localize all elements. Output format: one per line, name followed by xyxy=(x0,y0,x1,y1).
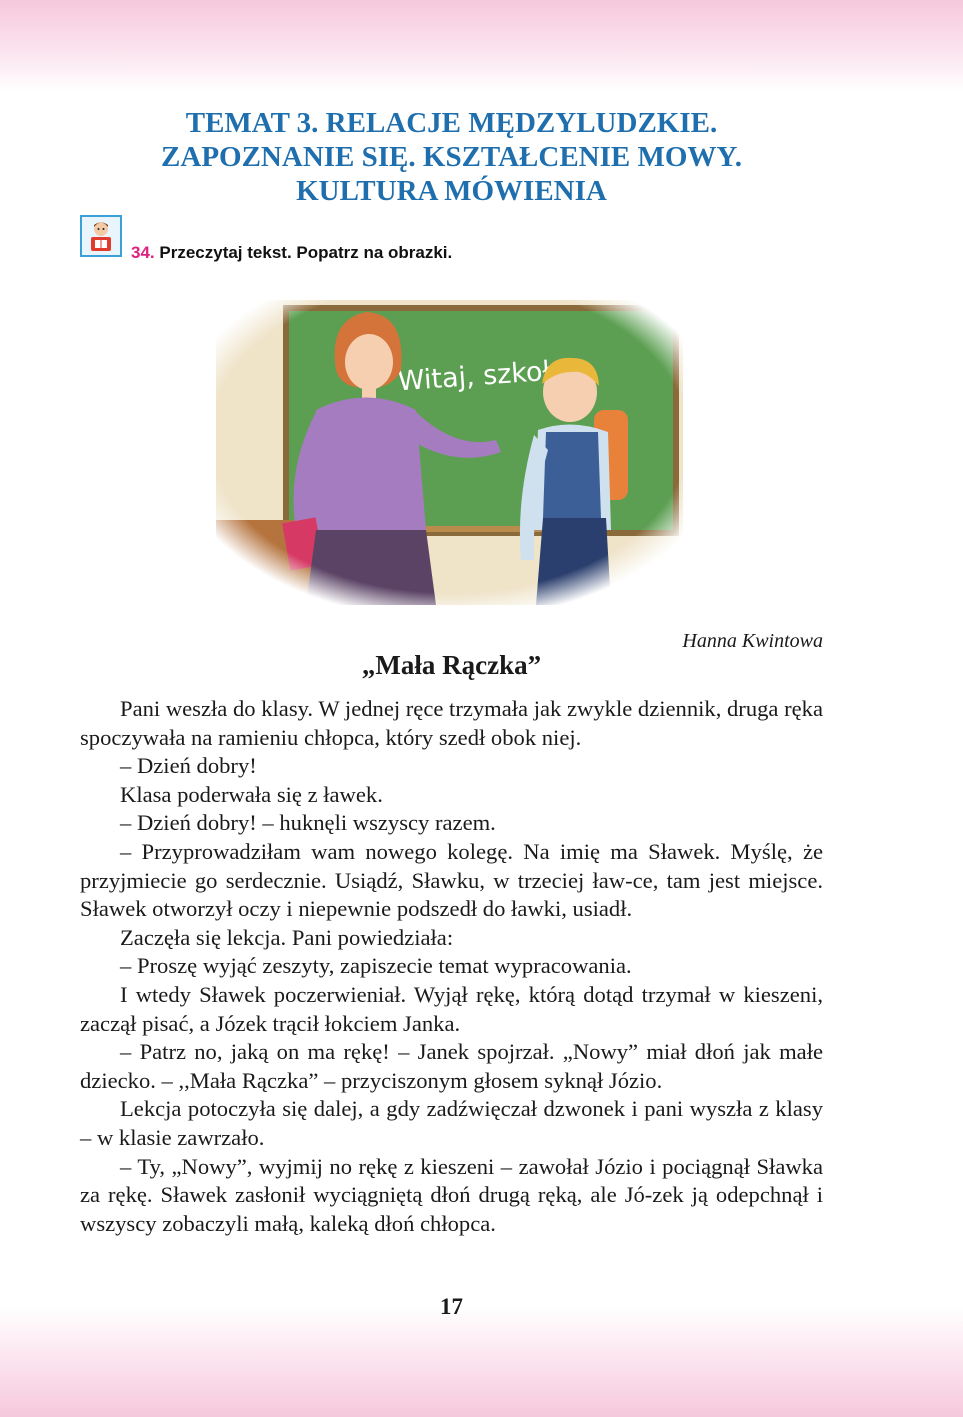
paragraph: Pani weszła do klasy. W jednej ręce trzymała jak zwykle dziennik, druga ręka spoczywała na ramieniu chłopca, który szedł obok niej. xyxy=(80,696,823,750)
paragraph: Zaczęła się lekcja. Pani powiedziała: xyxy=(120,924,454,950)
task-number: 34. xyxy=(131,243,155,262)
story-author: Hanna Kwintowa xyxy=(682,630,823,652)
story-text xyxy=(80,695,823,1238)
reading-child-icon xyxy=(80,215,122,257)
chapter-heading xyxy=(0,106,903,208)
task-instruction-text: Przeczytaj tekst. Popatrz na obrazki. xyxy=(159,243,453,262)
paragraph: – Przyprowadziłam wam nowego kolegę. Na imię ma Sławek. Myślę, że przyjmiecie go serdecznie. Usiądź, Sławku, w trzeciej ław-ce, tam jest miejsce. Sławek otworzył oczy i niepewnie podszedł do ławki, usiadł. xyxy=(80,838,823,922)
paragraph: Klasa poderwała się z ławek. xyxy=(120,781,383,807)
paragraph: – Dzień dobry! xyxy=(120,753,257,779)
heading-line-3: KULTURA MÓWIENIA xyxy=(296,175,607,207)
story-title: „Mała Rączka” xyxy=(361,650,542,680)
classroom-illustration xyxy=(216,300,683,605)
paragraph: – Patrz no, jaką on ma rękę! – Janek spojrzał. „Nowy” miał dłoń jak małe dziecko. – ,,Mała Rączka” – przyciszonym głosem syknął Józio. xyxy=(80,1039,823,1093)
paragraph: – Dzień dobry! – huknęli wszyscy razem. xyxy=(120,810,496,836)
heading-line-2: ZAPOZNANIE SIĘ. KSZTAŁCENIE MOWY. xyxy=(161,141,742,173)
paragraph: Lekcja potoczyła się dalej, a gdy zadźwięczał dzwonek i pani wyszła z klasy – w klasie zawrzało. xyxy=(80,1096,823,1150)
paragraph: I wtedy Sławek poczerwieniał. Wyjął rękę, którą dotąd trzymał w kieszeni, zaczął pisać, a Józek trącił łokciem Janka. xyxy=(80,981,823,1036)
page-number: 17 xyxy=(440,1294,463,1319)
top-decorative-band xyxy=(0,0,963,92)
bottom-decorative-band xyxy=(0,1307,963,1417)
paragraph: – Ty, „Nowy”, wyjmij no rękę z kieszeni – zawołał Józio i pociągnął Sławka za rękę. Sławek zasłonił wyciągniętą dłoń drugą ręką, ale Jó-zek ją odepchnął i wszyscy zobaczyli małą, kaleką dłoń chłopca. xyxy=(80,1153,823,1236)
paragraph: – Proszę wyjąć zeszyty, zapiszecie temat wypracowania. xyxy=(120,953,632,979)
heading-line-1: TEMAT 3. RELACJE MĘDZYLUDZKIE. xyxy=(185,107,718,139)
task-instruction xyxy=(131,243,452,263)
